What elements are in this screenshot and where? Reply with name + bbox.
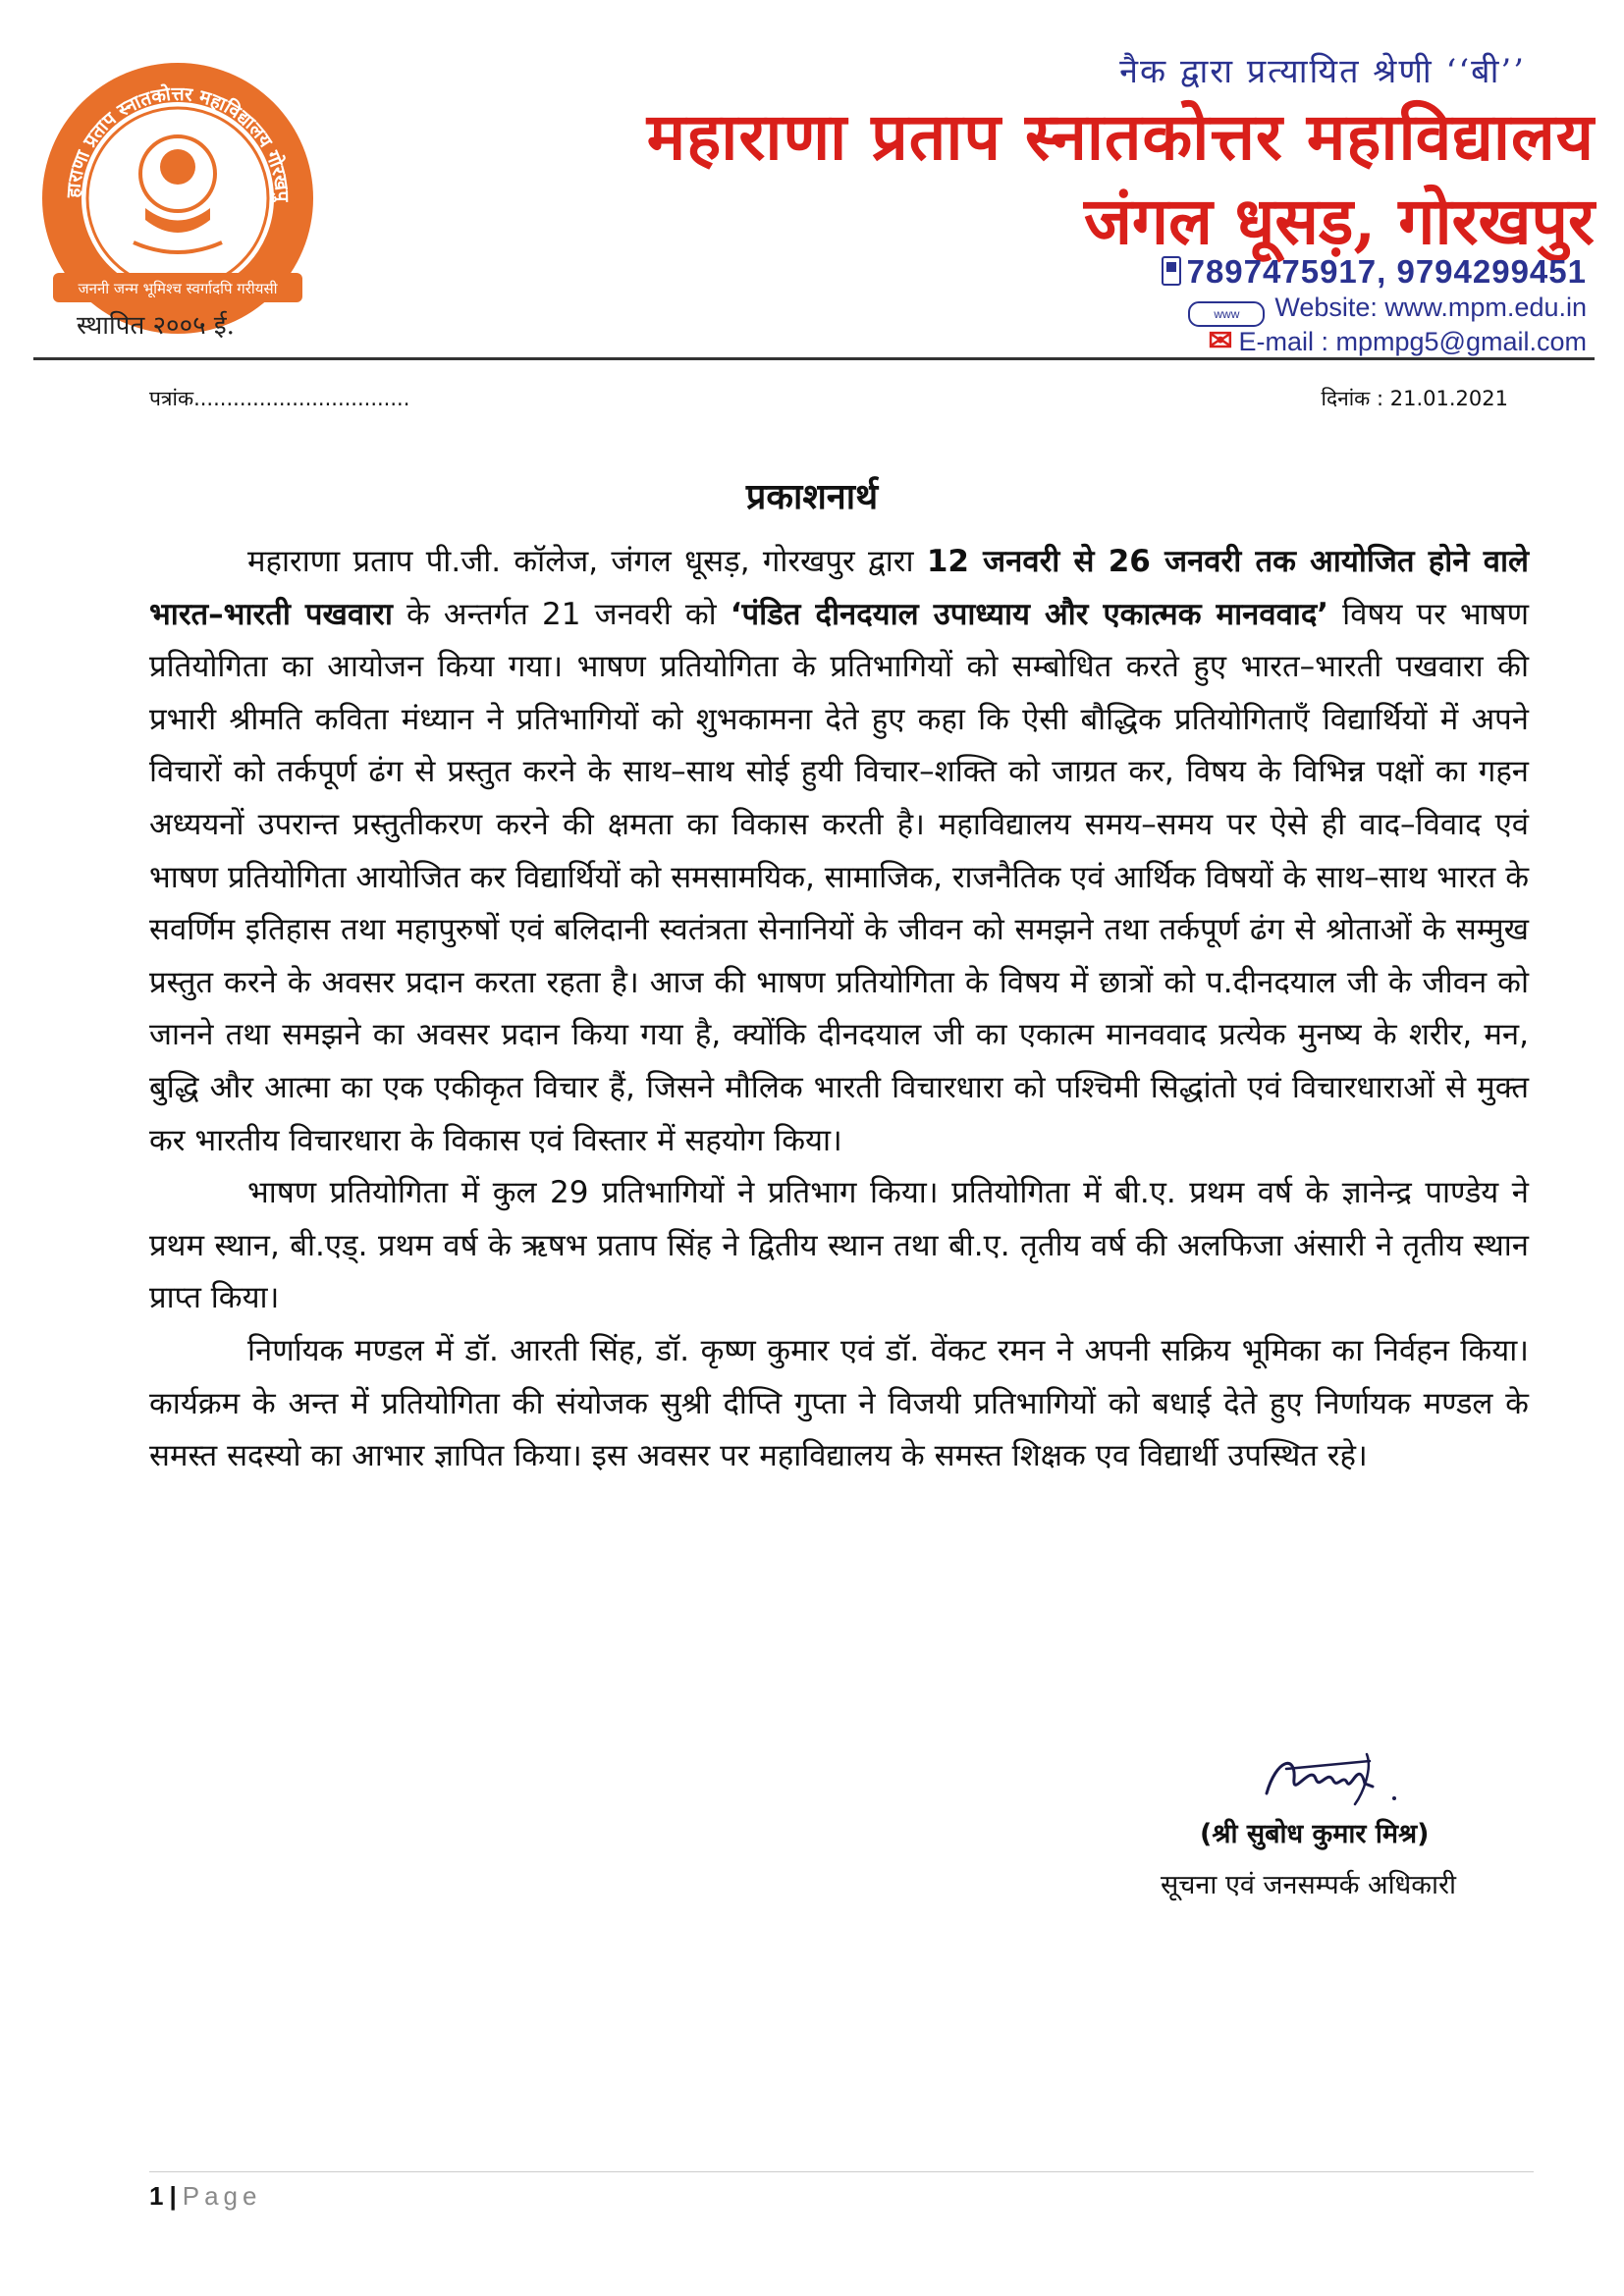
svg-text:महाराणा प्रताप स्नातकोत्तर महा: हाराणा प्रताप स्नातकोत्तर महाविद्यालय गोरखपु [62, 82, 294, 202]
established-year: स्थापित २००५ ई. [77, 311, 235, 341]
header-divider [33, 357, 1595, 360]
page-footer [149, 2181, 261, 2212]
page-label: Page [182, 2181, 262, 2211]
college-seal-icon [35, 51, 320, 346]
date-value: 21.01.2021 [1389, 387, 1508, 410]
contact-phones [1162, 253, 1587, 291]
date-label: दिनांक : [1321, 387, 1384, 410]
svg-text:जननी जन्म भूमिश्च स्वर्गादपि ग: जननी जन्म भूमिश्च स्वर्गादपि गरीयसी [78, 280, 278, 297]
contact-website [1188, 293, 1587, 327]
email-text[interactable]: E-mail : mpmpg5@gmail.com [1238, 327, 1587, 356]
college-logo [35, 51, 320, 346]
letter-date [1322, 385, 1509, 412]
signatory-designation: सूचना एवं जनसम्पर्क अधिकारी [1161, 1870, 1457, 1900]
document-title: प्रकाशनार्थ [745, 477, 879, 517]
paragraph-1: महाराणा प्रताप पी.जी. कॉलेज, जंगल धूसड़, गोरखपुर द्वारा 12 जनवरी से 26 जनवरी तक आयोजित होने वाले भारत–भारती पखवारा के अन्तर्गत 21 जनवरी को ‘पंडित दीनदयाल उपाध्याय और एकात्मक मानववाद’ विषय पर भाषण प्रतियोगिता का आयोजन किया गया। भाषण प्रतियोगिता के प्रतिभागियों को सम्बोधित करते हुए भारत–भारती पखवारा की प्रभारी श्रीमति कविता मंध्यान ने प्रतिभागियों को शुभकामना देते हुए कहा कि ऐसी बौद्धिक प्रतियोगिताएँ विद्यार्थियों में अपने विचारों को तर्कपूर्ण ढंग से प्रस्तुत करने के साथ–साथ सोई हुयी विचार–शक्ति को जाग्रत कर, विषय के विभिन्न पक्षों का गहन अध्ययनों उपरान्त प्रस्तुतीकरण करने की क्षमता का विकास करती है। महाविद्यालय समय–समय पर ऐसे ही वाद–विवाद एवं भाषण प्रतियोगिता आयोजित कर विद्यार्थियों को समसामयिक, सामाजिक, राजनैतिक एवं आर्थिक विषयों के साथ–साथ भारत के सवर्णिम इतिहास तथा महापुरुषों एवं बलिदानी स्वतंत्रता सेनानियों के जीवन को समझने तथा तर्कपूर्ण ढंग से श्रोताओं के सम्मुख प्रस्तुत करने के अवसर प्रदान करता रहता है। आज की भाषण प्रतियोगिता के विषय में छात्रों को प.दीनदयाल जी के जीवन को जानने तथा समझने का अवसर प्रदान किया गया है, क्योंकि दीनदयाल जी का एकात्म मानववाद प्रत्येक मुनष्य के शरीर, मन, बुद्धि और आत्मा का एक एकीकृत विचार हैं, जिसने मौलिक भारती विचारधारा को पश्चिमी सिद्धांतो एवं विचारधाराओं से मुक्त कर भारतीय विचारधारा के विकास एवं विस्तार में सहयोग किया। [149, 544, 1530, 1158]
page-number: 1 [149, 2181, 164, 2211]
phone-icon [1162, 256, 1181, 286]
signatory-name: (श्री सुबोध कुमार मिश्र) [1200, 1819, 1430, 1849]
mail-icon: ✉ [1208, 325, 1233, 357]
reference-number: पत्रांक................................. [149, 387, 410, 410]
footer-separator: | [169, 2181, 177, 2211]
naac-grade: नैक द्वारा प्रत्यायित श्रेणी ‘‘बी’’ [1119, 52, 1526, 91]
contact-email [1208, 324, 1587, 358]
paragraph-2: भाषण प्रतियोगिता में कुल 29 प्रतिभागियों ने प्रतिभाग किया। प्रतियोगिता में बी.ए. प्रथम वर्ष के ज्ञानेन्द्र पाण्डेय ने प्रथम स्थान, बी.एड्. प्रथम वर्ष के ऋषभ प्रताप सिंह ने द्वितीय स्थान तथा बी.ए. तृतीय वर्ष की अलफिजा अंसारी ने तृतीय स्थान प्राप्त किया। [149, 1175, 1529, 1316]
website-text[interactable]: Website: www.mpm.edu.in [1274, 293, 1587, 322]
college-place: जंगल धूसड़, गोरखपुर [1083, 183, 1595, 259]
college-name: महाराणा प्रताप स्नातकोत्तर महाविद्यालय [646, 98, 1595, 175]
letterhead [0, 0, 1624, 373]
phone-numbers: 7897475917, 9794299451 [1186, 253, 1587, 290]
footer-divider [149, 2171, 1534, 2172]
paragraph-3: निर्णायक मण्डल में डॉ. आरती सिंह, डॉ. कृष्ण कुमार एवं डॉ. वेंकट रमन ने अपनी सक्रिय भूमिका का निर्वहन किया। कार्यक्रम के अन्त में प्रतियोगिता की संयोजक सुश्री दीप्ति गुप्ता ने विजयी प्रतिभागियों को बधाई देते हुए निर्णायक मण्डल के समस्त सदस्यो का आभार ज्ञापित किया। इस अवसर पर महाविद्यालय के समस्त शिक्षक एव विद्यार्थी उपस्थित रहे। [149, 1332, 1529, 1474]
www-icon: www [1188, 301, 1265, 327]
handwritten-signature [1257, 1739, 1414, 1818]
press-release-body [149, 536, 1529, 1483]
